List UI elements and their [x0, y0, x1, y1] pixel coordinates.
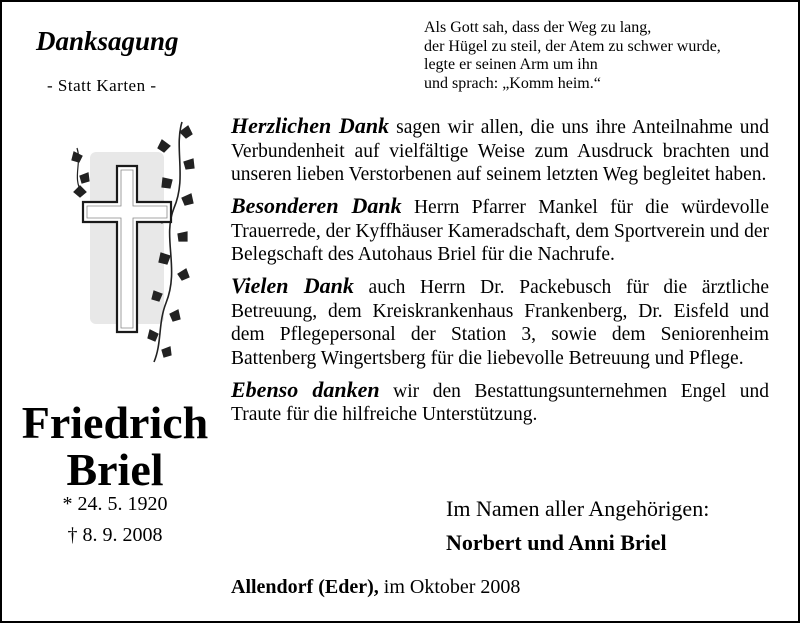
death-date: † 8. 9. 2008 [67, 524, 163, 546]
footer-place: Allendorf (Eder), [231, 576, 379, 598]
thanks-body: sagen wir allen, die uns ihre Anteilnahme und Verbundenheit auf vielfältige Weise zum Ausdruck brachten und unseren lieben Verstorbenen auf seinem letzten Weg begleitet haben. [231, 117, 769, 185]
thanks-body: wir den Bestattungsunternehmen Engel und Traute für die hilfreiche Unterstützung. [231, 380, 769, 425]
signature-intro: Im Namen aller Angehörigen: [446, 496, 710, 521]
poem-line: der Hügel zu steil, der Atem zu schwer wurde, [424, 37, 721, 55]
thanks-paragraph [231, 114, 769, 187]
notice-title: Danksagung [36, 26, 179, 56]
signature-names: Norbert und Anni Briel [446, 530, 667, 555]
deceased-last-name: Briel [66, 444, 164, 495]
poem [424, 19, 784, 93]
notice-subtitle: - Statt Karten - [47, 76, 157, 95]
thanks-lead: Ebenso danken [231, 376, 380, 402]
thanks-paragraph [231, 274, 769, 370]
birth-date: * 24. 5. 1920 [62, 493, 168, 515]
poem-line: und sprach: „Komm heim.“ [424, 74, 601, 92]
deceased-first-name: Friedrich [21, 397, 209, 448]
thanks-body: Herrn Pfarrer Mankel für die würdevolle Trauerrede, der Kyffhäuser Kameradschaft, dem Sportverein und der Belegschaft des Autohaus Briel für die Nachrufe. [231, 197, 770, 265]
thanks-lead: Besonderen Dank [231, 193, 402, 218]
thanks-paragraph [231, 194, 769, 267]
thanks-text [231, 114, 769, 434]
place-date-line [231, 576, 520, 599]
thanks-lead: Herzlichen Dank [231, 113, 390, 138]
poem-line: legte er seinen Arm um ihn [424, 56, 598, 73]
thanks-body: auch Herrn Dr. Packebusch für die ärztliche Betreuung, dem Kreiskrankenhaus Frankenberg, Dr. Eisfeld und dem Pflegepersonal der Station 3, sowie dem Seniorenheim Battenberg Wingertsberg für die liebevolle Betreuung und Pflege. [231, 277, 769, 369]
cross-with-ivy-icon [62, 118, 202, 366]
footer-date: im Oktober 2008 [378, 576, 521, 598]
thanks-paragraph [231, 378, 769, 427]
thanks-lead: Vielen Dank [231, 273, 354, 298]
poem-line: Als Gott sah, dass der Weg zu lang, [424, 19, 652, 36]
